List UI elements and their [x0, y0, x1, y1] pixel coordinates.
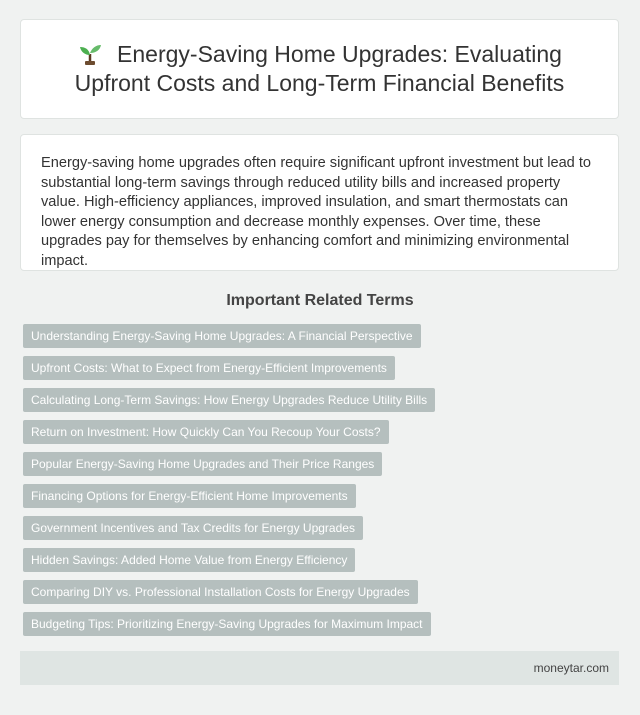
- list-item: [23, 580, 435, 604]
- term-tag[interactable]: Popular Energy-Saving Home Upgrades and Their Price Ranges: [23, 452, 382, 476]
- related-terms-heading: Important Related Terms: [226, 292, 414, 309]
- footer: [20, 651, 619, 685]
- term-tag[interactable]: Financing Options for Energy-Efficient Home Improvements: [23, 484, 356, 508]
- footer-site-link[interactable]: moneytar.com: [533, 661, 609, 675]
- term-tag[interactable]: Understanding Energy-Saving Home Upgrades: A Financial Perspective: [23, 324, 421, 348]
- list-item: [23, 356, 435, 380]
- page-title-text: Energy-Saving Home Upgrades: Evaluating Upfront Costs and Long-Term Financial Benefits: [74, 41, 565, 96]
- page-title: [21, 40, 618, 98]
- term-tag[interactable]: Government Incentives and Tax Credits for Energy Upgrades: [23, 516, 363, 540]
- summary-card: [20, 134, 619, 271]
- list-item: [23, 612, 435, 636]
- title-card: [20, 19, 619, 119]
- related-terms-list: [23, 324, 435, 644]
- list-item: [23, 420, 435, 444]
- list-item: [23, 516, 435, 540]
- term-tag[interactable]: Calculating Long-Term Savings: How Energy Upgrades Reduce Utility Bills: [23, 388, 435, 412]
- term-tag[interactable]: Budgeting Tips: Prioritizing Energy-Saving Upgrades for Maximum Impact: [23, 612, 431, 636]
- list-item: [23, 324, 435, 348]
- term-tag[interactable]: Comparing DIY vs. Professional Installation Costs for Energy Upgrades: [23, 580, 418, 604]
- term-tag[interactable]: Hidden Savings: Added Home Value from Energy Efficiency: [23, 548, 355, 572]
- term-tag[interactable]: Return on Investment: How Quickly Can You Recoup Your Costs?: [23, 420, 389, 444]
- list-item: [23, 388, 435, 412]
- list-item: [23, 452, 435, 476]
- term-tag[interactable]: Upfront Costs: What to Expect from Energy-Efficient Improvements: [23, 356, 395, 380]
- list-item: [23, 484, 435, 508]
- list-item: [23, 548, 435, 572]
- summary-text: Energy-saving home upgrades often require significant upfront investment but lead to substantial long-term savings through reduced utility bills and increased property value. High-efficiency appliances, improved insulation, and smart thermostats can lower energy consumption and decrease monthly expenses. Over time, these upgrades pay for themselves by enhancing comfort and minimizing environmental impact.: [41, 155, 592, 269]
- sprout-icon: [77, 43, 103, 65]
